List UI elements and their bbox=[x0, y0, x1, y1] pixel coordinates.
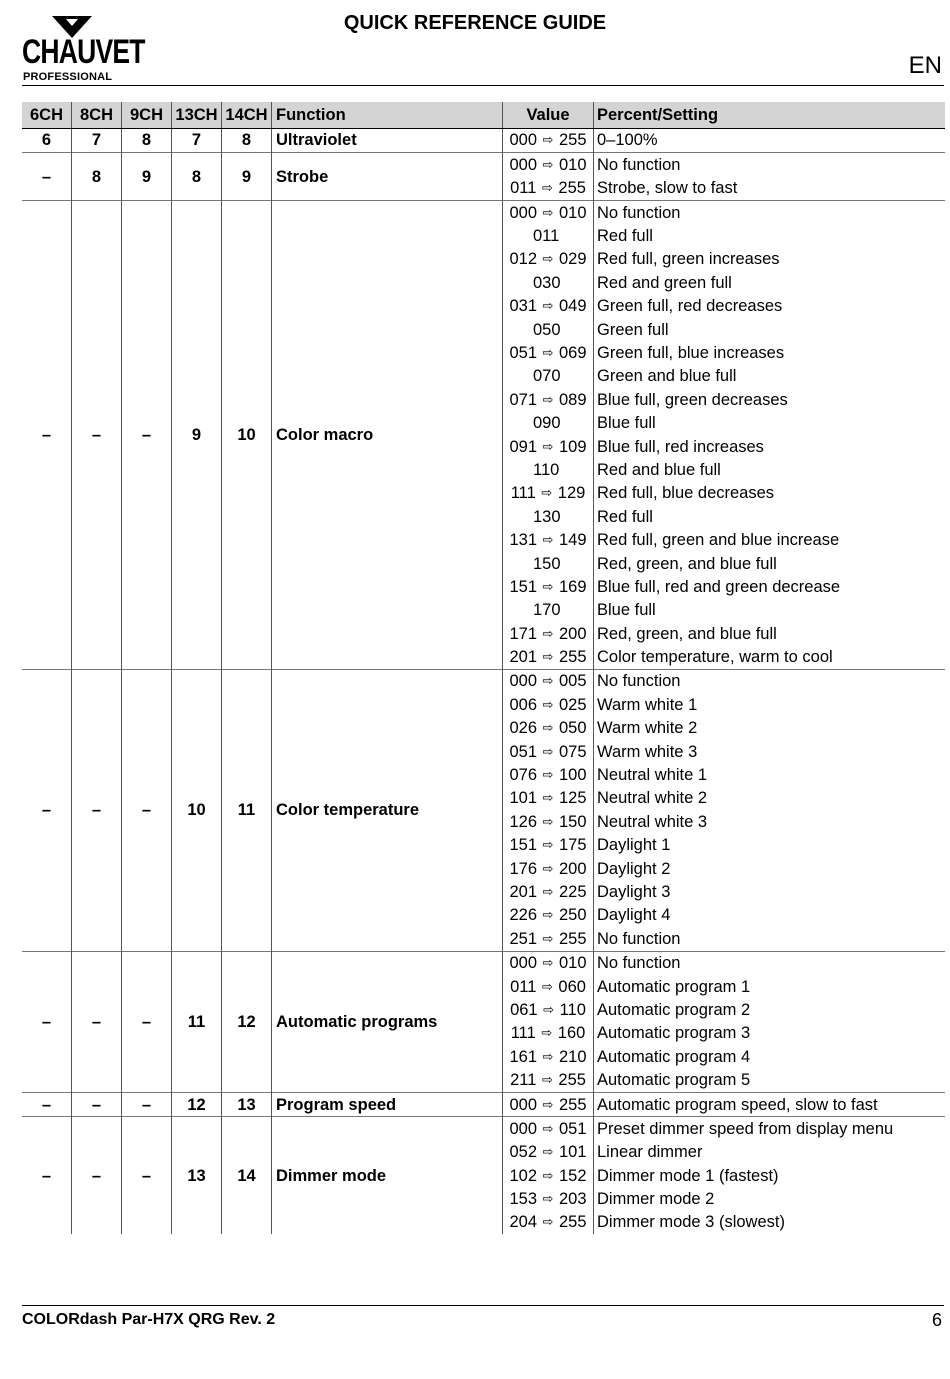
channel-8ch-cell: – bbox=[72, 1117, 122, 1234]
value-high: 152 bbox=[559, 1166, 587, 1185]
value-low: 031 bbox=[509, 297, 537, 316]
document-name: COLORdash Par-H7X QRG Rev. 2 bbox=[22, 1311, 276, 1328]
value-low: 011 bbox=[510, 977, 537, 996]
value-low: 000 bbox=[509, 1119, 537, 1138]
value-high: 200 bbox=[559, 859, 587, 878]
value-high: 005 bbox=[559, 672, 587, 691]
setting-cell bbox=[594, 153, 946, 201]
setting-text: Automatic program speed, slow to fast bbox=[597, 1095, 878, 1114]
range-arrow-icon: ⇨ bbox=[542, 649, 554, 665]
setting-text: No function bbox=[597, 155, 681, 174]
value-high: 089 bbox=[559, 390, 587, 409]
value-range bbox=[503, 764, 593, 787]
value-high: 010 bbox=[559, 954, 587, 973]
value-low: 131 bbox=[509, 531, 537, 550]
value-range bbox=[503, 857, 593, 880]
value-low: 011 bbox=[510, 179, 537, 198]
value-low: 076 bbox=[509, 766, 537, 785]
value-low: 050 bbox=[533, 320, 561, 339]
range-arrow-icon: ⇨ bbox=[542, 955, 554, 971]
setting-cell bbox=[594, 129, 946, 153]
table-row bbox=[22, 153, 945, 201]
setting-text: Blue full, red increases bbox=[597, 437, 764, 456]
channel-6ch-cell: – bbox=[22, 153, 72, 201]
table-row bbox=[22, 1117, 945, 1234]
value-range bbox=[503, 295, 593, 318]
value-high: 255 bbox=[559, 929, 587, 948]
range-arrow-icon: ⇨ bbox=[542, 860, 554, 876]
channel-13ch-cell: 11 bbox=[172, 951, 222, 1092]
setting-text: Neutral white 3 bbox=[597, 812, 708, 831]
value-low: 051 bbox=[509, 344, 537, 362]
header-function: Function bbox=[272, 102, 503, 129]
value-high: 129 bbox=[557, 484, 586, 503]
channel-8ch-cell: – bbox=[72, 201, 122, 670]
setting-text: Automatic program 1 bbox=[597, 977, 751, 996]
range-arrow-icon: ⇨ bbox=[541, 1072, 553, 1088]
value-low: 070 bbox=[533, 367, 561, 386]
range-arrow-icon: ⇨ bbox=[542, 790, 554, 806]
setting-text: Red full bbox=[597, 227, 653, 246]
value-high: 029 bbox=[559, 250, 587, 269]
setting-text: Red full, green increases bbox=[597, 250, 780, 269]
value-low: 000 bbox=[509, 131, 537, 150]
channel-13ch-cell: 12 bbox=[172, 1093, 222, 1117]
value-range bbox=[503, 365, 593, 388]
value-range bbox=[503, 318, 593, 341]
channel-6ch-cell: – bbox=[22, 201, 72, 670]
setting-text: Automatic program 3 bbox=[597, 1024, 751, 1043]
value-low: 000 bbox=[509, 1095, 537, 1114]
channel-9ch-cell: – bbox=[122, 951, 172, 1092]
value-low: 000 bbox=[509, 203, 537, 222]
range-arrow-icon: ⇨ bbox=[542, 1214, 554, 1230]
value-range bbox=[503, 881, 593, 904]
range-arrow-icon: ⇨ bbox=[542, 298, 554, 314]
header-value: Value bbox=[503, 102, 594, 129]
value-low: 150 bbox=[533, 554, 561, 573]
setting-text: Preset dimmer speed from display menu bbox=[597, 1119, 894, 1138]
logo-subtitle: PROFESSIONAL bbox=[23, 71, 113, 83]
header-13ch: 13CH bbox=[172, 102, 222, 129]
range-arrow-icon: ⇨ bbox=[542, 1120, 554, 1136]
function-cell: Ultraviolet bbox=[272, 129, 503, 153]
range-arrow-icon: ⇨ bbox=[541, 485, 553, 501]
channel-13ch-cell: 9 bbox=[172, 201, 222, 670]
value-cell bbox=[503, 201, 594, 670]
value-high: 175 bbox=[559, 836, 587, 855]
table-body bbox=[22, 129, 945, 1235]
channel-6ch-cell: – bbox=[22, 669, 72, 951]
value-cell bbox=[503, 669, 594, 951]
setting-cell bbox=[594, 1117, 946, 1234]
setting-text: Green full, blue increases bbox=[597, 344, 785, 362]
range-arrow-icon: ⇨ bbox=[542, 720, 554, 736]
value-range bbox=[503, 388, 593, 411]
value-high: 100 bbox=[559, 766, 587, 785]
setting-text: Red full, green and blue increase bbox=[597, 531, 840, 550]
setting-text: Red full bbox=[597, 507, 653, 526]
setting-text: Strobe, slow to fast bbox=[597, 179, 738, 198]
value-high: 069 bbox=[559, 344, 587, 362]
logo-wordmark: CHAUVET bbox=[22, 33, 145, 71]
value-range bbox=[503, 787, 593, 810]
channel-14ch-cell: 10 bbox=[222, 201, 272, 670]
value-range bbox=[503, 1045, 593, 1068]
range-arrow-icon: ⇨ bbox=[542, 1096, 554, 1112]
function-cell: Automatic programs bbox=[272, 951, 503, 1092]
table-row bbox=[22, 1093, 945, 1117]
channel-14ch-cell: 11 bbox=[222, 669, 272, 951]
value-high: 250 bbox=[559, 906, 587, 925]
range-arrow-icon: ⇨ bbox=[542, 345, 554, 360]
value-high: 225 bbox=[559, 882, 587, 901]
channel-14ch-cell: 12 bbox=[222, 951, 272, 1092]
value-high: 150 bbox=[559, 812, 587, 831]
setting-cell bbox=[594, 951, 946, 1092]
value-high: 049 bbox=[559, 297, 587, 316]
channel-6ch-cell: – bbox=[22, 1117, 72, 1234]
setting-text: Red full, blue decreases bbox=[597, 484, 775, 503]
channel-14ch-cell: 8 bbox=[222, 129, 272, 153]
range-arrow-icon: ⇨ bbox=[542, 438, 554, 454]
channel-13ch-cell: 10 bbox=[172, 669, 222, 951]
channel-9ch-cell: – bbox=[122, 669, 172, 951]
value-range bbox=[503, 1069, 593, 1092]
range-arrow-icon: ⇨ bbox=[542, 251, 554, 267]
setting-text: Neutral white 1 bbox=[597, 766, 708, 785]
value-low: 011 bbox=[533, 227, 560, 246]
setting-text: Red, green, and blue full bbox=[597, 554, 777, 573]
setting-text: Warm white 3 bbox=[597, 742, 698, 761]
value-high: 010 bbox=[559, 155, 587, 174]
table-row bbox=[22, 201, 945, 670]
setting-cell bbox=[594, 201, 946, 670]
table-header-row bbox=[22, 102, 945, 129]
value-low: 130 bbox=[533, 507, 561, 526]
channel-8ch-cell: – bbox=[72, 951, 122, 1092]
setting-text: Blue full bbox=[597, 601, 656, 620]
value-cell bbox=[503, 951, 594, 1092]
setting-text: Automatic program 5 bbox=[597, 1071, 751, 1090]
value-range bbox=[503, 952, 593, 975]
value-low: 000 bbox=[509, 672, 537, 691]
value-high: 203 bbox=[559, 1190, 587, 1209]
setting-text: 0–100% bbox=[597, 131, 658, 150]
channel-14ch-cell: 14 bbox=[222, 1117, 272, 1234]
setting-text: Daylight 4 bbox=[597, 906, 671, 925]
range-arrow-icon: ⇨ bbox=[542, 837, 554, 853]
setting-text: Red and blue full bbox=[597, 460, 721, 479]
setting-text: Color temperature, warm to cool bbox=[597, 648, 833, 667]
value-range bbox=[503, 153, 593, 176]
value-low: 204 bbox=[509, 1213, 537, 1232]
value-range bbox=[503, 717, 593, 740]
value-high: 051 bbox=[559, 1119, 587, 1138]
value-low: 171 bbox=[509, 624, 537, 643]
table-row bbox=[22, 951, 945, 1092]
value-low: 110 bbox=[533, 460, 560, 479]
setting-text: Linear dimmer bbox=[597, 1143, 703, 1162]
value-high: 169 bbox=[559, 577, 587, 596]
setting-text: Red and green full bbox=[597, 273, 732, 292]
value-range bbox=[503, 1164, 593, 1187]
setting-text: Daylight 2 bbox=[597, 859, 671, 878]
value-range bbox=[503, 1211, 593, 1234]
range-arrow-icon: ⇨ bbox=[541, 978, 553, 994]
range-arrow-icon: ⇨ bbox=[542, 532, 554, 548]
value-range bbox=[503, 529, 593, 552]
channel-9ch-cell: 8 bbox=[122, 129, 172, 153]
range-arrow-icon: ⇨ bbox=[542, 930, 554, 946]
function-cell: Color macro bbox=[272, 201, 503, 670]
value-high: 125 bbox=[559, 789, 587, 808]
value-high: 210 bbox=[559, 1047, 587, 1066]
channel-9ch-cell: – bbox=[122, 201, 172, 670]
value-range bbox=[503, 810, 593, 833]
range-arrow-icon: ⇨ bbox=[542, 696, 554, 712]
value-high: 255 bbox=[559, 1095, 587, 1114]
range-arrow-icon: ⇨ bbox=[542, 1191, 554, 1207]
channel-13ch-cell: 13 bbox=[172, 1117, 222, 1234]
value-low: 006 bbox=[509, 695, 537, 714]
range-arrow-icon: ⇨ bbox=[543, 1001, 555, 1017]
value-range bbox=[503, 998, 593, 1021]
setting-text: Warm white 1 bbox=[597, 695, 698, 714]
header-setting: Percent/Setting bbox=[594, 102, 946, 129]
value-low: 061 bbox=[510, 1000, 538, 1019]
setting-text: Red, green, and blue full bbox=[597, 624, 777, 643]
value-low: 012 bbox=[509, 250, 537, 269]
value-low: 251 bbox=[509, 929, 537, 948]
setting-text: No function bbox=[597, 672, 681, 691]
setting-text: No function bbox=[597, 929, 681, 948]
setting-text: Dimmer mode 3 (slowest) bbox=[597, 1213, 785, 1232]
range-arrow-icon: ⇨ bbox=[542, 391, 554, 407]
channel-6ch-cell: 6 bbox=[22, 129, 72, 153]
setting-text: Green and blue full bbox=[597, 367, 737, 386]
value-high: 149 bbox=[559, 531, 587, 550]
value-low: 201 bbox=[509, 648, 537, 667]
range-arrow-icon: ⇨ bbox=[542, 673, 554, 689]
setting-text: No function bbox=[597, 954, 681, 973]
value-range bbox=[503, 904, 593, 927]
value-range bbox=[503, 271, 593, 294]
channel-8ch-cell: 8 bbox=[72, 153, 122, 201]
value-range bbox=[503, 458, 593, 481]
value-range bbox=[503, 412, 593, 435]
function-cell: Color temperature bbox=[272, 669, 503, 951]
setting-text: Dimmer mode 1 (fastest) bbox=[597, 1166, 779, 1185]
value-range bbox=[503, 622, 593, 645]
value-high: 109 bbox=[559, 437, 587, 456]
setting-text: Automatic program 4 bbox=[597, 1047, 751, 1066]
setting-text: Green full bbox=[597, 320, 669, 339]
value-range bbox=[503, 129, 593, 152]
channel-13ch-cell: 7 bbox=[172, 129, 222, 153]
value-low: 226 bbox=[509, 906, 537, 925]
setting-text: Blue full bbox=[597, 414, 656, 433]
value-high: 255 bbox=[559, 1213, 587, 1232]
value-high: 255 bbox=[558, 1071, 586, 1090]
header-8ch: 8CH bbox=[72, 102, 122, 129]
value-low: 151 bbox=[509, 836, 537, 855]
channel-8ch-cell: – bbox=[72, 669, 122, 951]
value-range bbox=[503, 599, 593, 622]
channel-9ch-cell: – bbox=[122, 1093, 172, 1117]
range-arrow-icon: ⇨ bbox=[542, 743, 554, 759]
value-low: 090 bbox=[533, 414, 561, 433]
range-arrow-icon: ⇨ bbox=[541, 180, 553, 196]
header-divider bbox=[22, 85, 944, 86]
value-low: 111 bbox=[510, 1024, 536, 1043]
value-range bbox=[503, 225, 593, 248]
value-range bbox=[503, 1093, 593, 1116]
value-low: 071 bbox=[509, 390, 537, 409]
value-range bbox=[503, 342, 593, 365]
value-low: 126 bbox=[509, 812, 537, 831]
channel-13ch-cell: 8 bbox=[172, 153, 222, 201]
range-arrow-icon: ⇨ bbox=[542, 907, 554, 923]
value-low: 102 bbox=[509, 1166, 537, 1185]
table-row bbox=[22, 669, 945, 951]
range-arrow-icon: ⇨ bbox=[541, 1025, 553, 1041]
value-high: 050 bbox=[559, 719, 587, 738]
channel-6ch-cell: – bbox=[22, 951, 72, 1092]
channel-9ch-cell: – bbox=[122, 1117, 172, 1234]
dmx-channel-table bbox=[22, 102, 945, 1234]
value-cell bbox=[503, 129, 594, 153]
channel-14ch-cell: 9 bbox=[222, 153, 272, 201]
value-low: 051 bbox=[509, 742, 537, 761]
value-range bbox=[503, 177, 593, 200]
value-low: 151 bbox=[509, 577, 537, 596]
value-range bbox=[503, 740, 593, 763]
value-low: 170 bbox=[533, 601, 561, 620]
channel-9ch-cell: 9 bbox=[122, 153, 172, 201]
value-high: 160 bbox=[557, 1024, 586, 1043]
value-range bbox=[503, 693, 593, 716]
value-high: 200 bbox=[559, 624, 587, 643]
value-range bbox=[503, 834, 593, 857]
value-high: 010 bbox=[559, 203, 587, 222]
setting-text: Automatic program 2 bbox=[597, 1000, 751, 1019]
range-arrow-icon: ⇨ bbox=[542, 813, 554, 829]
value-range bbox=[503, 201, 593, 224]
header-14ch: 14CH bbox=[222, 102, 272, 129]
value-range bbox=[503, 482, 593, 505]
value-high: 075 bbox=[559, 742, 587, 761]
setting-text: Blue full, green decreases bbox=[597, 390, 788, 409]
value-range bbox=[503, 1117, 593, 1140]
value-low: 026 bbox=[509, 719, 537, 738]
value-range bbox=[503, 435, 593, 458]
value-high: 025 bbox=[559, 695, 587, 714]
range-arrow-icon: ⇨ bbox=[542, 625, 554, 641]
table-row bbox=[22, 129, 945, 153]
value-cell bbox=[503, 1117, 594, 1234]
function-cell: Dimmer mode bbox=[272, 1117, 503, 1234]
value-cell bbox=[503, 1093, 594, 1117]
value-low: 153 bbox=[509, 1190, 537, 1209]
setting-text: Warm white 2 bbox=[597, 719, 698, 738]
setting-cell bbox=[594, 669, 946, 951]
value-cell bbox=[503, 153, 594, 201]
range-arrow-icon: ⇨ bbox=[542, 132, 554, 148]
value-low: 111 bbox=[510, 484, 536, 503]
value-low: 211 bbox=[510, 1071, 537, 1090]
value-high: 255 bbox=[558, 179, 586, 198]
value-low: 091 bbox=[509, 437, 537, 456]
setting-text: Dimmer mode 2 bbox=[597, 1190, 715, 1209]
range-arrow-icon: ⇨ bbox=[542, 204, 554, 220]
setting-text: No function bbox=[597, 203, 681, 222]
value-range bbox=[503, 505, 593, 528]
header-9ch: 9CH bbox=[122, 102, 172, 129]
range-arrow-icon: ⇨ bbox=[542, 883, 554, 899]
channel-6ch-cell: – bbox=[22, 1093, 72, 1117]
value-range bbox=[503, 552, 593, 575]
page-number: 6 bbox=[931, 1310, 942, 1330]
value-range bbox=[503, 646, 593, 669]
value-range bbox=[503, 670, 593, 693]
channel-8ch-cell: 7 bbox=[72, 129, 122, 153]
function-cell: Strobe bbox=[272, 153, 503, 201]
value-low: 176 bbox=[509, 859, 537, 878]
value-low: 201 bbox=[509, 882, 537, 901]
channel-8ch-cell: – bbox=[72, 1093, 122, 1117]
page-title: QUICK REFERENCE GUIDE bbox=[343, 12, 607, 34]
range-arrow-icon: ⇨ bbox=[542, 1167, 554, 1183]
value-low: 000 bbox=[509, 954, 537, 973]
value-high: 255 bbox=[559, 648, 587, 667]
range-arrow-icon: ⇨ bbox=[542, 578, 554, 594]
setting-text: Blue full, red and green decrease bbox=[597, 577, 841, 596]
setting-text: Neutral white 2 bbox=[597, 789, 708, 808]
setting-cell bbox=[594, 1093, 946, 1117]
setting-text: Green full, red decreases bbox=[597, 297, 783, 316]
value-high: 101 bbox=[559, 1143, 587, 1162]
value-range bbox=[503, 1141, 593, 1164]
value-low: 030 bbox=[533, 273, 561, 292]
setting-text: Daylight 3 bbox=[597, 882, 671, 901]
range-arrow-icon: ⇨ bbox=[542, 767, 554, 783]
setting-text: Daylight 1 bbox=[597, 836, 671, 855]
language-code: EN bbox=[908, 52, 942, 79]
value-low: 052 bbox=[509, 1143, 537, 1162]
channel-14ch-cell: 13 bbox=[222, 1093, 272, 1117]
value-low: 000 bbox=[509, 155, 537, 174]
value-high: 110 bbox=[559, 1000, 586, 1019]
header-6ch: 6CH bbox=[22, 102, 72, 129]
range-arrow-icon: ⇨ bbox=[542, 1048, 554, 1064]
value-high: 060 bbox=[558, 977, 586, 996]
value-range bbox=[503, 927, 593, 950]
value-low: 161 bbox=[509, 1047, 537, 1066]
footer-divider bbox=[22, 1305, 944, 1306]
range-arrow-icon: ⇨ bbox=[542, 1144, 554, 1160]
range-arrow-icon: ⇨ bbox=[542, 156, 554, 172]
function-cell: Program speed bbox=[272, 1093, 503, 1117]
value-range bbox=[503, 1022, 593, 1045]
value-high: 255 bbox=[559, 131, 587, 150]
value-range bbox=[503, 248, 593, 271]
value-range bbox=[503, 975, 593, 998]
value-low: 101 bbox=[509, 789, 537, 808]
value-range bbox=[503, 575, 593, 598]
value-range bbox=[503, 1188, 593, 1211]
